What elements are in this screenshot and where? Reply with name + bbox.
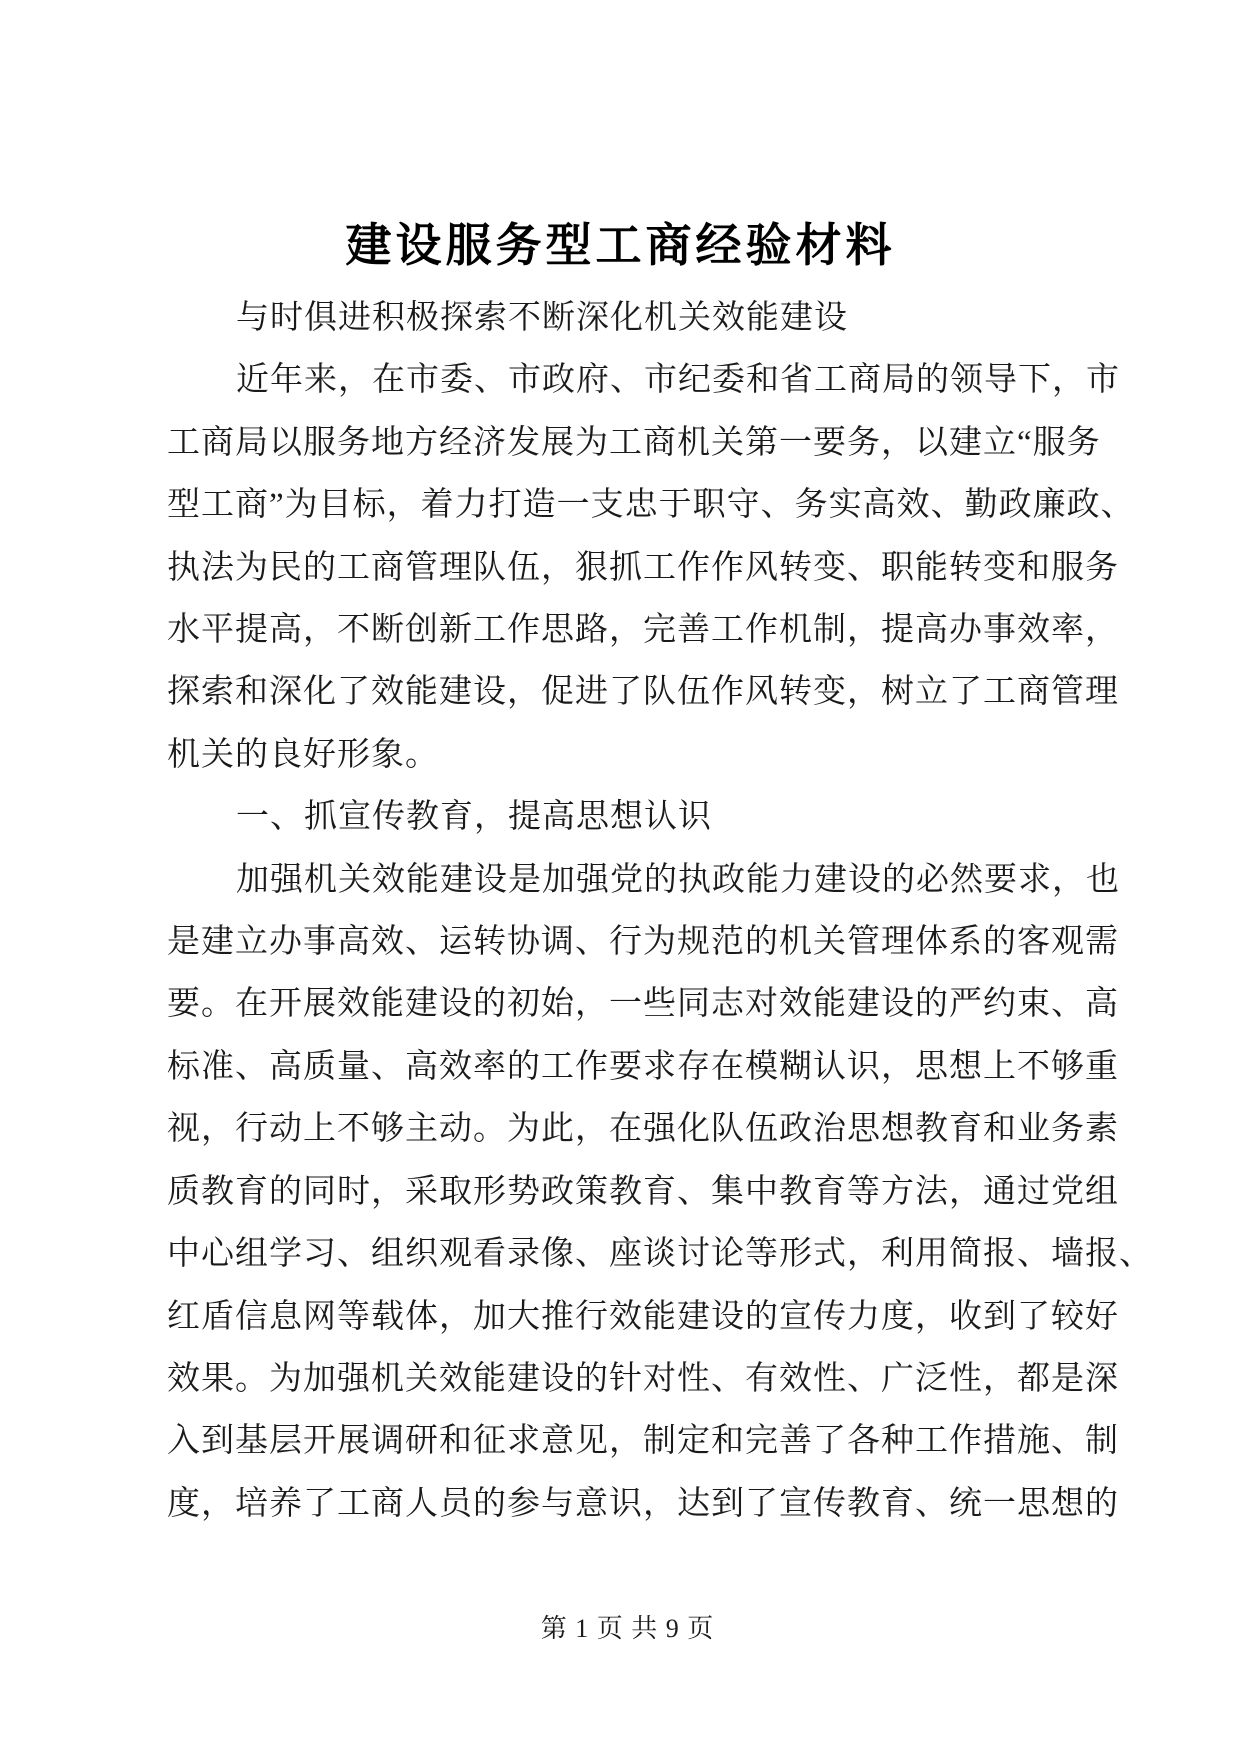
- body-line: 中心组学习、组织观看录像、座谈讨论等形式，利用简报、墙报、: [167, 1236, 1153, 1273]
- body-line: 红盾信息网等载体，加大推行效能建设的宣传力度，收到了较好: [167, 1298, 1119, 1335]
- body-line: 执法为民的工商管理队伍，狠抓工作作风转变、职能转变和服务: [167, 549, 1119, 586]
- body-line: 要。在开展效能建设的初始，一些同志对效能建设的严约束、高: [167, 986, 1119, 1023]
- body-line: 加强机关效能建设是加强党的执政能力建设的必然要求，也: [236, 861, 1120, 898]
- document-subtitle: 与时俱进积极探索不断深化机关效能建设: [236, 300, 848, 336]
- body-line: 质教育的同时，采取形势政策教育、集中教育等方法，通过党组: [167, 1173, 1119, 1210]
- body-line: 入到基层开展调研和征求意见，制定和完善了各种工作措施、制: [167, 1423, 1119, 1460]
- document-body: [0, 287, 1241, 1535]
- body-line: 近年来，在市委、市政府、市纪委和省工商局的领导下，市: [236, 362, 1120, 399]
- body-line: 机关的良好形象。: [167, 736, 439, 773]
- body-line: 工商局以服务地方经济发展为工商机关第一要务，以建立“服务: [167, 424, 1101, 461]
- page-footer: 第 1 页 共 9 页: [540, 1614, 715, 1643]
- section-heading: 一、抓宣传教育，提高思想认识: [236, 799, 712, 836]
- body-line: 度，培养了工商人员的参与意识，达到了宣传教育、统一思想的: [167, 1485, 1119, 1522]
- body-line: 是建立办事高效、运转协调、行为规范的机关管理体系的客观需: [167, 924, 1119, 961]
- document-title: 建设服务型工商经验材料: [345, 219, 896, 271]
- body-line: 效果。为加强机关效能建设的针对性、有效性、广泛性，都是深: [167, 1360, 1119, 1397]
- body-line: 视，行动上不够主动。为此，在强化队伍政治思想教育和业务素: [167, 1111, 1119, 1148]
- body-line: 探索和深化了效能建设，促进了队伍作风转变，树立了工商管理: [167, 674, 1119, 711]
- body-line: 型工商”为目标，着力打造一支忠于职守、务实高效、勤政廉政、: [167, 487, 1135, 524]
- body-line: 水平提高，不断创新工作思路，完善工作机制，提高办事效率，: [167, 612, 1119, 649]
- body-line: 标准、高质量、高效率的工作要求存在模糊认识，思想上不够重: [167, 1048, 1119, 1085]
